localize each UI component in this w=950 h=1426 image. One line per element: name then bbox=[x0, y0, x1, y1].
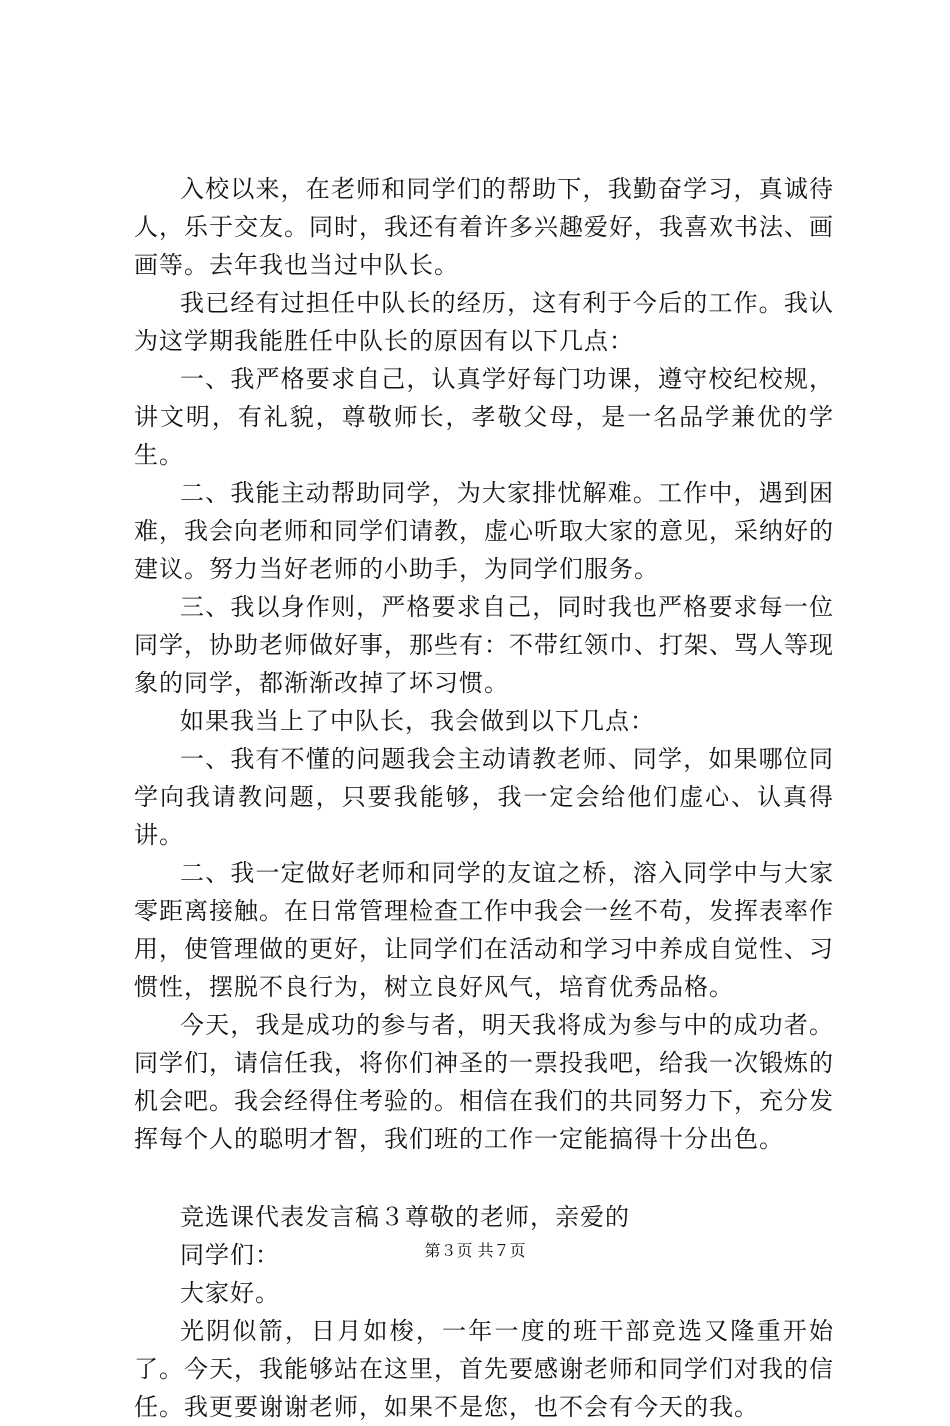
paragraph: 我已经有过担任中队长的经历，这有利于今后的工作。我认为这学期我能胜任中队长的原因有以下几点： bbox=[134, 289, 834, 355]
paragraph: 一、我严格要求自己，认真学好每门功课，遵守校纪校规，讲文明，有礼貌，尊敬师长，孝敬父母，是一名品学兼优的学生。 bbox=[134, 365, 834, 469]
paragraph: 今天，我是成功的参与者，明天我将成为参与中的成功者。同学们，请信任我，将你们神圣的一票投我吧，给我一次锻炼的机会吧。我会经得住考验的。相信在我们的共同努力下，充分发挥每个人的聪明才智，我们班的工作一定能搞得十分出色。 bbox=[134, 1011, 834, 1153]
salutation: 同学们： bbox=[180, 1241, 280, 1269]
paragraph: 光阴似箭，日月如梭，一年一度的班干部竞选又隆重开始了。今天，我能够站在这里，首先要感谢老师和同学们对我的信任。我更要谢谢老师，如果不是您，也不会有今天的我。 bbox=[134, 1317, 834, 1421]
paragraph: 如果我当上了中队长，我会做到以下几点： bbox=[180, 707, 655, 735]
paragraph: 入校以来，在老师和同学们的帮助下，我勤奋学习，真诚待人，乐于交友。同时，我还有着许多兴趣爱好，我喜欢书法、画画等。去年我也当过中队长。 bbox=[134, 175, 834, 279]
section-heading: 竞选课代表发言稿３尊敬的老师，亲爱的 bbox=[180, 1203, 630, 1231]
paragraph: 二、我一定做好老师和同学的友谊之桥，溶入同学中与大家零距离接触。在日常管理检查工作中我会一丝不苟，发挥表率作用，使管理做的更好，让同学们在活动和学习中养成自觉性、习惯性，摆脱不良行为，树立良好风气，培育优秀品格。 bbox=[134, 859, 834, 1001]
greeting: 大家好。 bbox=[180, 1279, 280, 1307]
paragraph: 二、我能主动帮助同学，为大家排忧解难。工作中，遇到困难，我会向老师和同学们请教，虚心听取大家的意见，采纳好的建议。努力当好老师的小助手，为同学们服务。 bbox=[134, 479, 834, 583]
section-gap bbox=[134, 1158, 834, 1198]
paragraph: 三、我以身作则，严格要求自己，同时我也严格要求每一位同学，协助老师做好事，那些有：不带红领巾、打架、骂人等现象的同学，都渐渐改掉了坏习惯。 bbox=[134, 593, 834, 697]
page-footer bbox=[0, 1240, 950, 1262]
document-body bbox=[134, 170, 834, 1426]
page-number-label: 第３页 共７页 bbox=[424, 1241, 526, 1260]
paragraph: 一、我有不懂的问题我会主动请教老师、同学，如果哪位同学向我请教问题，只要我能够，我一定会给他们虚心、认真得讲。 bbox=[134, 745, 834, 849]
